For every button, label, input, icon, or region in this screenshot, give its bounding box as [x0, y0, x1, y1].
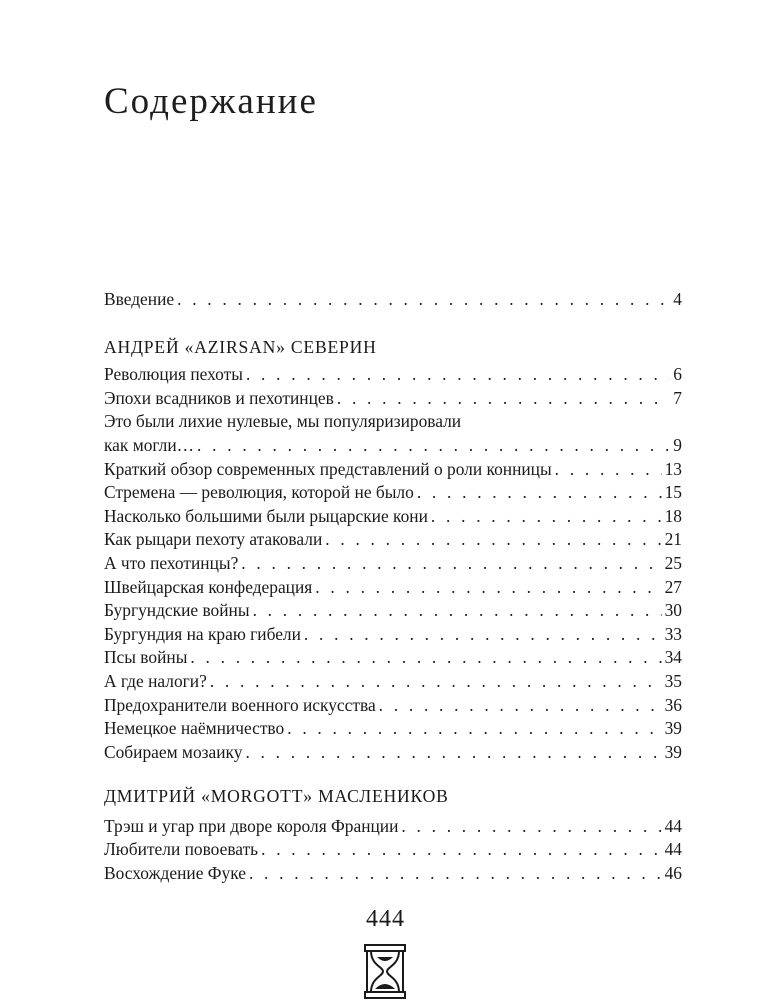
toc-entry-page: 4: [673, 289, 682, 309]
dot-leader: [177, 288, 670, 312]
dot-leader: [197, 434, 670, 458]
toc-entry-page: 13: [664, 458, 682, 479]
section-author-heading: АНДРЕЙ «AZIRSAN» СЕВЕРИН: [104, 336, 377, 357]
toc-entry[interactable]: [104, 623, 682, 647]
toc-entry-page: 44: [664, 839, 682, 860]
toc-entry-page: 46: [664, 863, 682, 884]
toc-entry[interactable]: [104, 505, 682, 529]
toc-entry-page: 35: [664, 670, 682, 691]
toc-entry-title: Бургундские войны: [104, 600, 250, 621]
toc-entry-title: Трэш и угар при дворе короля Франции: [104, 815, 399, 836]
toc-entry-title-line1[interactable]: Это были лихие нулевые, мы популяризировали: [104, 411, 462, 432]
dot-leader: [304, 623, 662, 647]
toc-entry-title: Введение: [104, 289, 175, 309]
section-author-heading: ДМИТРИЙ «MORGOTT» МАСЛЕНИКОВ: [104, 786, 449, 807]
toc-entry[interactable]: [104, 694, 682, 718]
toc-entry-title: Эпохи всадников и пехотинцев: [104, 387, 334, 408]
toc-entry[interactable]: [104, 552, 682, 576]
toc-entry-title: А где налоги?: [104, 670, 207, 691]
toc-entry-title: Восхождение Фуке: [104, 863, 246, 884]
toc-entry-title: Насколько большими были рыцарские кони: [104, 505, 428, 526]
toc-entry-page: 30: [664, 600, 682, 621]
dot-leader: [210, 670, 662, 694]
toc-entry-page: 7: [673, 387, 682, 408]
dot-leader: [431, 505, 662, 529]
toc-entry[interactable]: [104, 576, 682, 600]
toc-entry-title: Псы войны: [104, 647, 188, 668]
page-number: 444: [366, 906, 405, 932]
toc-entry[interactable]: [104, 741, 682, 765]
toc-entry-page: 36: [664, 694, 682, 715]
dot-leader: [249, 862, 662, 886]
toc-entry-title: Швейцарская конфедерация: [104, 576, 313, 597]
toc-entry-title: Революция пехоты: [104, 364, 243, 385]
toc-entry-page: 21: [664, 529, 682, 550]
toc-entry-title: А что пехотинцы?: [104, 552, 239, 573]
dot-leader: [253, 599, 662, 623]
toc-entry[interactable]: [104, 717, 682, 741]
dot-leader: [337, 387, 670, 411]
toc-entry[interactable]: [104, 670, 682, 694]
toc-entry-title: как могли…: [104, 434, 195, 455]
toc-entry-page: 44: [664, 815, 682, 836]
toc-entry-title: Немецкое наёмничество: [104, 718, 285, 739]
toc-entry-introduction[interactable]: [104, 288, 682, 312]
toc-entry-page: 34: [664, 647, 682, 668]
toc-entry-page: 25: [664, 552, 682, 573]
toc-entry-page: 9: [673, 434, 682, 455]
toc-entry-page: 39: [664, 741, 682, 762]
toc-entry-page: 6: [673, 364, 682, 385]
toc-entry-title: Стремена — революция, которой не было: [104, 482, 414, 503]
hourglass-icon: [362, 943, 408, 1000]
dot-leader: [190, 646, 661, 670]
toc-entry-title: Краткий обзор современных представлений о роли конницы: [104, 458, 552, 479]
toc-entry-page: 15: [664, 482, 682, 503]
toc-entry[interactable]: [104, 838, 682, 862]
dot-leader: [246, 363, 670, 387]
dot-leader: [555, 458, 662, 482]
toc-entry[interactable]: [104, 646, 682, 670]
dot-leader: [417, 481, 662, 505]
dot-leader: [315, 576, 661, 600]
toc-entry[interactable]: [104, 458, 682, 482]
toc-entry-title: Предохранители военного искусства: [104, 694, 376, 715]
toc-entry-page: 18: [664, 505, 682, 526]
toc-entry[interactable]: [104, 363, 682, 387]
table-of-contents: [104, 288, 682, 886]
dot-leader: [241, 552, 661, 576]
toc-entry[interactable]: [104, 387, 682, 411]
dot-leader: [401, 815, 661, 839]
toc-entry-title: Любители повоевать: [104, 839, 259, 860]
dot-leader: [287, 717, 661, 741]
toc-entry-title: Собираем мозаику: [104, 741, 243, 762]
dot-leader: [245, 741, 661, 765]
toc-entry-page: 33: [664, 623, 682, 644]
toc-entry[interactable]: [104, 528, 682, 552]
toc-entry-page: 27: [664, 576, 682, 597]
toc-entry-title: Как рыцари пехоту атаковали: [104, 529, 323, 550]
toc-entry-page: 39: [664, 718, 682, 739]
dot-leader: [379, 694, 662, 718]
toc-entry[interactable]: [104, 434, 682, 458]
page-title: Содержание: [104, 81, 318, 122]
toc-entry[interactable]: [104, 599, 682, 623]
dot-leader: [261, 838, 662, 862]
toc-entry[interactable]: [104, 862, 682, 886]
toc-entry[interactable]: [104, 815, 682, 839]
toc-entry[interactable]: [104, 481, 682, 505]
toc-entry-title: Бургундия на краю гибели: [104, 623, 301, 644]
dot-leader: [325, 528, 661, 552]
